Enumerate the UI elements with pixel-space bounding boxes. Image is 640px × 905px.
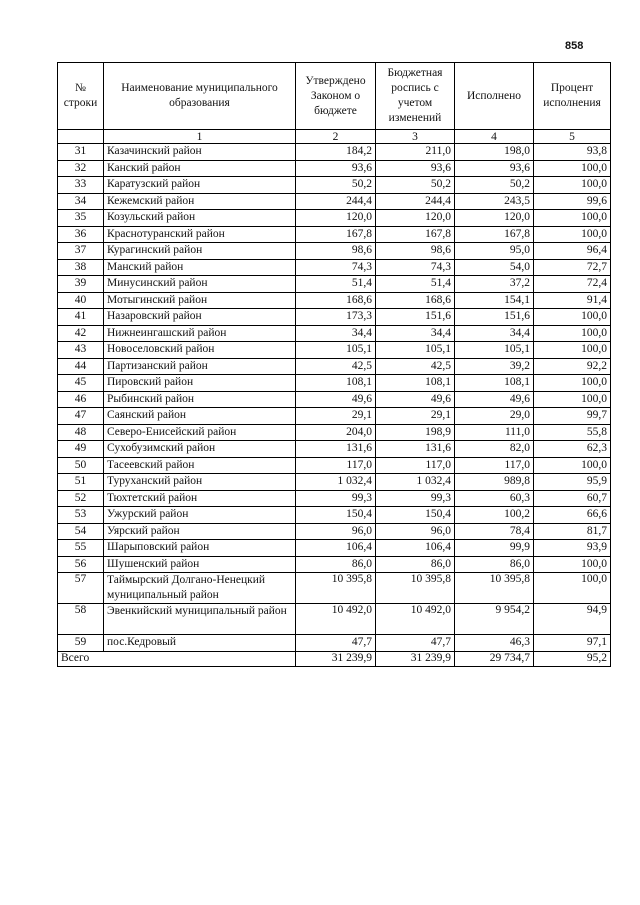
executed-value: 10 395,8 xyxy=(455,573,534,604)
table-row xyxy=(58,424,611,441)
percent-value: 93,9 xyxy=(534,540,611,557)
table-body xyxy=(58,144,611,652)
schedule-value: 167,8 xyxy=(376,226,455,243)
municipality-name: Манский район xyxy=(104,259,296,276)
percent-value: 100,0 xyxy=(534,342,611,359)
table-row xyxy=(58,160,611,177)
approved-value: 10 492,0 xyxy=(296,604,376,635)
total-row xyxy=(58,651,611,666)
executed-value: 167,8 xyxy=(455,226,534,243)
table-row xyxy=(58,276,611,293)
municipality-name: Канский район xyxy=(104,160,296,177)
executed-value: 54,0 xyxy=(455,259,534,276)
municipality-name: Мотыгинский район xyxy=(104,292,296,309)
row-number: 50 xyxy=(58,457,104,474)
percent-value: 99,7 xyxy=(534,408,611,425)
municipality-name: Кежемский район xyxy=(104,193,296,210)
row-number: 53 xyxy=(58,507,104,524)
percent-value: 100,0 xyxy=(534,177,611,194)
table-row xyxy=(58,144,611,161)
table-row xyxy=(58,309,611,326)
approved-value: 50,2 xyxy=(296,177,376,194)
executed-value: 154,1 xyxy=(455,292,534,309)
page-number: 858 xyxy=(565,40,584,52)
executed-value: 34,4 xyxy=(455,325,534,342)
executed-value: 37,2 xyxy=(455,276,534,293)
executed-value: 111,0 xyxy=(455,424,534,441)
schedule-value: 105,1 xyxy=(376,342,455,359)
approved-value: 173,3 xyxy=(296,309,376,326)
column-number xyxy=(58,130,104,144)
schedule-value: 10 395,8 xyxy=(376,573,455,604)
municipality-name: Рыбинский район xyxy=(104,391,296,408)
budget-execution-table xyxy=(57,62,611,667)
total-approved: 31 239,9 xyxy=(296,651,376,666)
approved-value: 42,5 xyxy=(296,358,376,375)
municipality-name: Уярский район xyxy=(104,523,296,540)
table-row xyxy=(58,523,611,540)
schedule-value: 51,4 xyxy=(376,276,455,293)
percent-value: 100,0 xyxy=(534,556,611,573)
column-number: 2 xyxy=(296,130,376,144)
municipality-name: Эвенкийский муниципальный район xyxy=(104,604,296,635)
row-number: 38 xyxy=(58,259,104,276)
percent-value: 100,0 xyxy=(534,309,611,326)
header-percent: Процент исполнения xyxy=(534,63,611,130)
approved-value: 99,3 xyxy=(296,490,376,507)
approved-value: 168,6 xyxy=(296,292,376,309)
percent-value: 100,0 xyxy=(534,210,611,227)
table-row xyxy=(58,358,611,375)
row-number: 43 xyxy=(58,342,104,359)
percent-value: 60,7 xyxy=(534,490,611,507)
municipality-name: Северо-Енисейский район xyxy=(104,424,296,441)
percent-value: 97,1 xyxy=(534,635,611,652)
schedule-value: 29,1 xyxy=(376,408,455,425)
municipality-name: Пировский район xyxy=(104,375,296,392)
column-number: 5 xyxy=(534,130,611,144)
table-row xyxy=(58,375,611,392)
schedule-value: 151,6 xyxy=(376,309,455,326)
schedule-value: 211,0 xyxy=(376,144,455,161)
municipality-name: Шарыповский район xyxy=(104,540,296,557)
schedule-value: 120,0 xyxy=(376,210,455,227)
total-percent: 95,2 xyxy=(534,651,611,666)
percent-value: 100,0 xyxy=(534,375,611,392)
approved-value: 51,4 xyxy=(296,276,376,293)
approved-value: 1 032,4 xyxy=(296,474,376,491)
table-row xyxy=(58,507,611,524)
municipality-name: Казачинский район xyxy=(104,144,296,161)
executed-value: 29,0 xyxy=(455,408,534,425)
percent-value: 72,4 xyxy=(534,276,611,293)
approved-value: 150,4 xyxy=(296,507,376,524)
approved-value: 49,6 xyxy=(296,391,376,408)
executed-value: 82,0 xyxy=(455,441,534,458)
schedule-value: 1 032,4 xyxy=(376,474,455,491)
percent-value: 99,6 xyxy=(534,193,611,210)
executed-value: 9 954,2 xyxy=(455,604,534,635)
approved-value: 184,2 xyxy=(296,144,376,161)
approved-value: 34,4 xyxy=(296,325,376,342)
row-number: 54 xyxy=(58,523,104,540)
schedule-value: 49,6 xyxy=(376,391,455,408)
schedule-value: 244,4 xyxy=(376,193,455,210)
table-row xyxy=(58,474,611,491)
table-row xyxy=(58,325,611,342)
row-number: 47 xyxy=(58,408,104,425)
municipality-name: Минусинский район xyxy=(104,276,296,293)
percent-value: 92,2 xyxy=(534,358,611,375)
approved-value: 106,4 xyxy=(296,540,376,557)
header-budget-schedule: Бюджетная роспись с учетом изменений xyxy=(376,63,455,130)
column-numbering-row xyxy=(58,130,611,144)
executed-value: 93,6 xyxy=(455,160,534,177)
executed-value: 78,4 xyxy=(455,523,534,540)
row-number: 51 xyxy=(58,474,104,491)
table-row xyxy=(58,177,611,194)
table-row xyxy=(58,292,611,309)
table-row xyxy=(58,441,611,458)
header-approved: Утверждено Законом о бюджете xyxy=(296,63,376,130)
municipality-name: Курагинский район xyxy=(104,243,296,260)
executed-value: 95,0 xyxy=(455,243,534,260)
table-row xyxy=(58,342,611,359)
approved-value: 98,6 xyxy=(296,243,376,260)
municipality-name: Туруханский район xyxy=(104,474,296,491)
column-number: 4 xyxy=(455,130,534,144)
table-row xyxy=(58,457,611,474)
percent-value: 100,0 xyxy=(534,573,611,604)
executed-value: 46,3 xyxy=(455,635,534,652)
column-number: 3 xyxy=(376,130,455,144)
executed-value: 49,6 xyxy=(455,391,534,408)
schedule-value: 198,9 xyxy=(376,424,455,441)
row-number: 44 xyxy=(58,358,104,375)
schedule-value: 117,0 xyxy=(376,457,455,474)
schedule-value: 131,6 xyxy=(376,441,455,458)
municipality-name: Сухобузимский район xyxy=(104,441,296,458)
row-number: 35 xyxy=(58,210,104,227)
executed-value: 86,0 xyxy=(455,556,534,573)
schedule-value: 47,7 xyxy=(376,635,455,652)
percent-value: 95,9 xyxy=(534,474,611,491)
approved-value: 96,0 xyxy=(296,523,376,540)
approved-value: 244,4 xyxy=(296,193,376,210)
executed-value: 99,9 xyxy=(455,540,534,557)
executed-value: 105,1 xyxy=(455,342,534,359)
percent-value: 94,9 xyxy=(534,604,611,635)
approved-value: 131,6 xyxy=(296,441,376,458)
table-row xyxy=(58,259,611,276)
schedule-value: 50,2 xyxy=(376,177,455,194)
executed-value: 100,2 xyxy=(455,507,534,524)
row-number: 33 xyxy=(58,177,104,194)
table-row xyxy=(58,556,611,573)
row-number: 58 xyxy=(58,604,104,635)
row-number: 48 xyxy=(58,424,104,441)
approved-value: 86,0 xyxy=(296,556,376,573)
municipality-name: Каратузский район xyxy=(104,177,296,194)
table-row xyxy=(58,391,611,408)
approved-value: 120,0 xyxy=(296,210,376,227)
table-row xyxy=(58,573,611,604)
header-executed: Исполнено xyxy=(455,63,534,130)
percent-value: 100,0 xyxy=(534,391,611,408)
table-row xyxy=(58,243,611,260)
municipality-name: Тасеевский район xyxy=(104,457,296,474)
percent-value: 72,7 xyxy=(534,259,611,276)
row-number: 56 xyxy=(58,556,104,573)
percent-value: 100,0 xyxy=(534,160,611,177)
row-number: 49 xyxy=(58,441,104,458)
executed-value: 151,6 xyxy=(455,309,534,326)
table-row xyxy=(58,226,611,243)
row-number: 34 xyxy=(58,193,104,210)
executed-value: 243,5 xyxy=(455,193,534,210)
table-row xyxy=(58,210,611,227)
executed-value: 39,2 xyxy=(455,358,534,375)
approved-value: 204,0 xyxy=(296,424,376,441)
row-number: 46 xyxy=(58,391,104,408)
approved-value: 29,1 xyxy=(296,408,376,425)
total-label: Всего xyxy=(58,651,296,666)
municipality-name: Партизанский район xyxy=(104,358,296,375)
municipality-name: Шушенский район xyxy=(104,556,296,573)
row-number: 52 xyxy=(58,490,104,507)
percent-value: 91,4 xyxy=(534,292,611,309)
municipality-name: Тюхтетский район xyxy=(104,490,296,507)
table-header xyxy=(58,63,611,144)
executed-value: 117,0 xyxy=(455,457,534,474)
schedule-value: 93,6 xyxy=(376,160,455,177)
schedule-value: 99,3 xyxy=(376,490,455,507)
municipality-name: Козульский район xyxy=(104,210,296,227)
table-row xyxy=(58,408,611,425)
table-row xyxy=(58,490,611,507)
percent-value: 93,8 xyxy=(534,144,611,161)
row-number: 40 xyxy=(58,292,104,309)
schedule-value: 42,5 xyxy=(376,358,455,375)
executed-value: 60,3 xyxy=(455,490,534,507)
approved-value: 74,3 xyxy=(296,259,376,276)
executed-value: 198,0 xyxy=(455,144,534,161)
percent-value: 66,6 xyxy=(534,507,611,524)
approved-value: 10 395,8 xyxy=(296,573,376,604)
percent-value: 100,0 xyxy=(534,325,611,342)
table-row xyxy=(58,193,611,210)
percent-value: 55,8 xyxy=(534,424,611,441)
schedule-value: 106,4 xyxy=(376,540,455,557)
municipality-name: Назаровский район xyxy=(104,309,296,326)
table-row xyxy=(58,540,611,557)
row-number: 42 xyxy=(58,325,104,342)
row-number: 57 xyxy=(58,573,104,604)
municipality-name: Таймырский Долгано-Ненецкий муниципальный район xyxy=(104,573,296,604)
row-number: 32 xyxy=(58,160,104,177)
header-row-number: № строки xyxy=(58,63,104,130)
municipality-name: Нижнеингашский район xyxy=(104,325,296,342)
row-number: 31 xyxy=(58,144,104,161)
row-number: 59 xyxy=(58,635,104,652)
schedule-value: 108,1 xyxy=(376,375,455,392)
approved-value: 47,7 xyxy=(296,635,376,652)
approved-value: 93,6 xyxy=(296,160,376,177)
row-number: 55 xyxy=(58,540,104,557)
row-number: 45 xyxy=(58,375,104,392)
schedule-value: 10 492,0 xyxy=(376,604,455,635)
approved-value: 105,1 xyxy=(296,342,376,359)
percent-value: 62,3 xyxy=(534,441,611,458)
executed-value: 120,0 xyxy=(455,210,534,227)
column-number: 1 xyxy=(104,130,296,144)
schedule-value: 74,3 xyxy=(376,259,455,276)
percent-value: 81,7 xyxy=(534,523,611,540)
schedule-value: 98,6 xyxy=(376,243,455,260)
approved-value: 167,8 xyxy=(296,226,376,243)
schedule-value: 168,6 xyxy=(376,292,455,309)
executed-value: 50,2 xyxy=(455,177,534,194)
executed-value: 108,1 xyxy=(455,375,534,392)
approved-value: 117,0 xyxy=(296,457,376,474)
executed-value: 989,8 xyxy=(455,474,534,491)
municipality-name: пос.Кедровый xyxy=(104,635,296,652)
row-number: 36 xyxy=(58,226,104,243)
municipality-name: Саянский район xyxy=(104,408,296,425)
schedule-value: 34,4 xyxy=(376,325,455,342)
schedule-value: 150,4 xyxy=(376,507,455,524)
approved-value: 108,1 xyxy=(296,375,376,392)
schedule-value: 96,0 xyxy=(376,523,455,540)
schedule-value: 86,0 xyxy=(376,556,455,573)
table-row xyxy=(58,604,611,635)
municipality-name: Краснотуранский район xyxy=(104,226,296,243)
percent-value: 100,0 xyxy=(534,457,611,474)
percent-value: 96,4 xyxy=(534,243,611,260)
municipality-name: Ужурский район xyxy=(104,507,296,524)
municipality-name: Новоселовский район xyxy=(104,342,296,359)
total-schedule: 31 239,9 xyxy=(376,651,455,666)
row-number: 41 xyxy=(58,309,104,326)
row-number: 37 xyxy=(58,243,104,260)
table-row xyxy=(58,635,611,652)
row-number: 39 xyxy=(58,276,104,293)
percent-value: 100,0 xyxy=(534,226,611,243)
header-municipality-name: Наименование муниципального образования xyxy=(104,63,296,130)
total-executed: 29 734,7 xyxy=(455,651,534,666)
